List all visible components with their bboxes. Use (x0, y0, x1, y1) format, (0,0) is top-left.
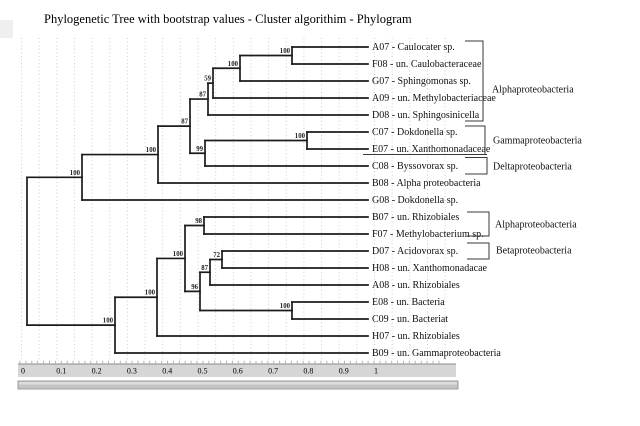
taxon-label: D08 - un. Sphingosinicella (372, 110, 480, 122)
scale-tick-label: 0.7 (268, 366, 279, 376)
scale-tick-label: 0.5 (197, 366, 208, 376)
bootstrap-value: 100 (69, 169, 80, 177)
taxon-label: A08 - un. Rhizobiales (372, 280, 460, 292)
taxon-label: G07 - Sphingomonas sp. (372, 76, 471, 88)
scale-tick-label: 0.3 (126, 366, 137, 376)
group-label: Alphaproteobacteria (492, 84, 574, 96)
bootstrap-value: 59 (204, 75, 211, 83)
group-label: Alphaproteobacteria (495, 219, 577, 231)
scale-tick-label: 0.6 (232, 366, 243, 376)
taxon-label: H07 - un. Rhizobiales (372, 331, 460, 343)
bootstrap-value: 100 (145, 147, 156, 155)
taxon-label: A07 - Caulocater sp. (372, 42, 455, 54)
taxon-label: E08 - un. Bacteria (372, 297, 445, 309)
scrollbar-highlight (19, 382, 457, 385)
group-label: Gammaproteobacteria (493, 135, 582, 147)
group-bracket (467, 243, 489, 259)
scale-tick-label: 0 (21, 366, 25, 376)
bootstrap-value: 100 (227, 60, 238, 68)
taxon-label: C09 - un. Bacteriat (372, 314, 449, 326)
taxon-label: F07 - Methylobacterium sp. (372, 229, 484, 241)
taxon-label: D07 - Acidovorax sp. (372, 246, 459, 258)
taxon-label: B09 - un. Gammaproteobacteria (372, 348, 501, 360)
scale-tick-label: 0.8 (303, 366, 314, 376)
taxon-label: F08 - un. Caulobacteraceae (372, 59, 482, 71)
taxon-label: A09 - un. Methylobacteriaceae (372, 93, 496, 105)
bootstrap-value: 100 (102, 317, 113, 325)
taxon-label: G08 - Dokdonella sp. (372, 195, 459, 207)
bootstrap-value: 100 (279, 48, 290, 55)
scale-tick-label: 1 (374, 366, 378, 376)
group-label: Betaproteobacteria (496, 245, 572, 257)
scale-tick-label: 0.4 (162, 366, 173, 376)
taxon-label: B08 - Alpha proteobacteria (372, 178, 481, 190)
taxon-label: C07 - Dokdonella sp. (372, 127, 458, 139)
bootstrap-value: 99 (196, 145, 203, 153)
taxon-label: H08 - un. Xanthomonadacae (372, 263, 487, 275)
group-label: Deltaproteobacteria (493, 161, 572, 173)
bootstrap-value: 87 (201, 264, 208, 272)
scale-tick-label: 0.2 (91, 366, 102, 376)
bootstrap-value: 72 (213, 252, 220, 259)
group-bracket (465, 158, 487, 175)
bootstrap-value: 96 (191, 283, 198, 291)
scale-tick-label: 0.1 (56, 366, 67, 376)
taxon-label: C08 - Byssovorax sp. (372, 161, 459, 173)
taxon-label: B07 - un. Rhizobiales (372, 212, 460, 224)
bootstrap-value: 100 (294, 133, 305, 140)
bootstrap-value: 98 (195, 218, 202, 225)
figure-title: Phylogenetic Tree with bootstrap values - Cluster algorithim - Phylogram (44, 12, 412, 26)
bootstrap-value: 87 (199, 91, 206, 99)
scale-tick-label: 0.9 (338, 366, 349, 376)
bootstrap-value: 100 (279, 303, 290, 310)
bootstrap-value: 100 (172, 250, 183, 258)
bootstrap-value: 100 (144, 289, 155, 297)
bootstrap-value: 87 (181, 118, 188, 126)
taxon-label: E07 - un. Xanthomonadaceae (372, 144, 491, 156)
